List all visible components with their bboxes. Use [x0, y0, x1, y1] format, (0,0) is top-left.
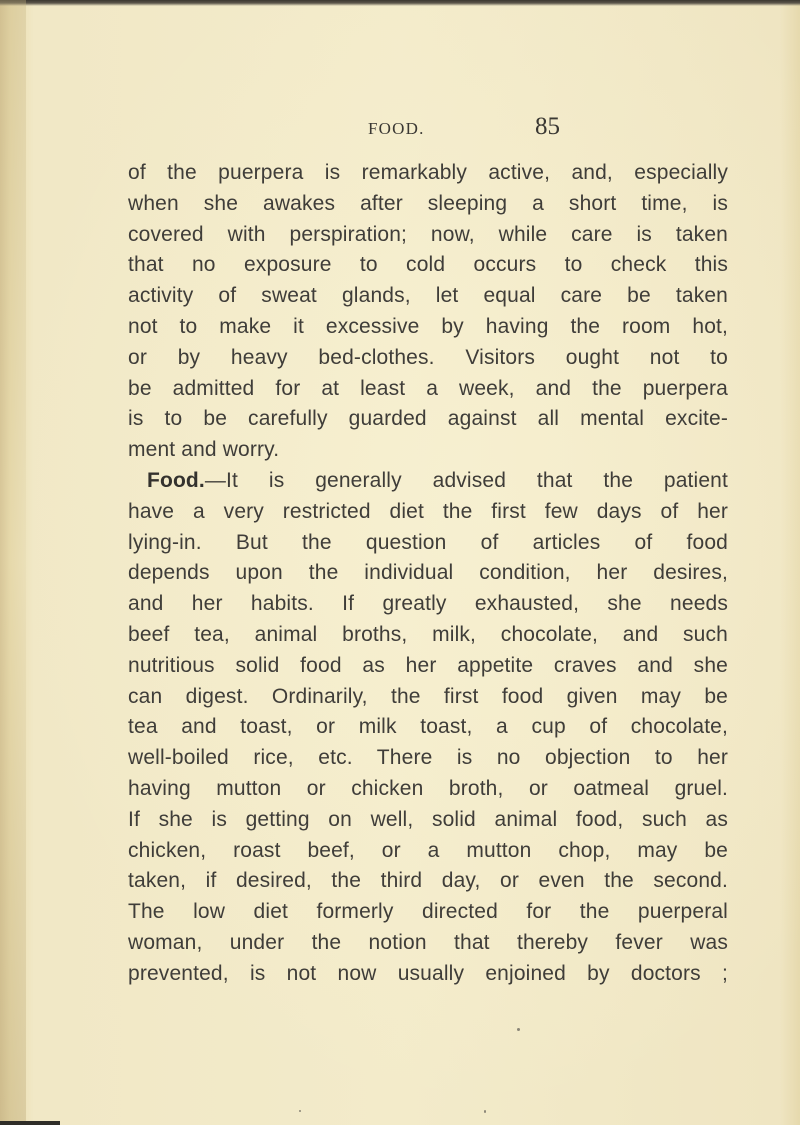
text-line: taken, if desired, the third day, or even the second. — [128, 869, 728, 893]
page-top-edge — [0, 0, 800, 6]
text-line: have a very restricted diet the first few days of her — [128, 499, 728, 523]
text-line: activity of sweat glands, let equal care be taken — [128, 284, 728, 308]
running-title: FOOD. — [368, 119, 425, 138]
running-header — [0, 113, 800, 143]
text-line: tea and toast, or milk toast, a cup of chocolate, — [128, 715, 728, 739]
text-line: that no exposure to cold occurs to check this — [128, 253, 728, 277]
text-line: can digest. Ordinarily, the first food given may be — [128, 684, 728, 708]
paper-speck — [517, 1028, 520, 1031]
text-run: —It is generally advised that the patient — [204, 468, 728, 492]
text-line: having mutton or chicken broth, or oatmeal gruel. — [128, 776, 728, 800]
text-line: is to be carefully guarded against all mental excite- — [128, 407, 728, 431]
paper-speck — [484, 1110, 486, 1113]
text-line: The low diet formerly directed for the puerperal — [128, 900, 728, 924]
text-line: or by heavy bed-clothes. Visitors ought not to — [128, 345, 728, 369]
text-line: be admitted for at least a week, and the puerpera — [128, 376, 728, 400]
body-text — [128, 158, 728, 990]
text-line: when she awakes after sleeping a short time, is — [128, 191, 728, 215]
text-line: beef tea, animal broths, milk, chocolate, and such — [128, 622, 728, 646]
text-line: chicken, roast beef, or a mutton chop, may be — [128, 838, 728, 862]
text-line: and her habits. If greatly exhausted, she needs — [128, 592, 728, 616]
text-line: of the puerpera is remarkably active, and, especially — [128, 161, 728, 184]
text-line: lying-in. But the question of articles of food — [128, 530, 728, 554]
page-corner-mark — [0, 1121, 60, 1125]
text-line: depends upon the individual condition, her desires, — [128, 561, 728, 585]
section-heading: Food. — [147, 468, 205, 492]
section-first-line — [128, 466, 728, 497]
text-line: not to make it excessive by having the room hot, — [128, 314, 728, 338]
text-line: prevented, is not now usually enjoined by doctors ; — [128, 961, 728, 985]
text-line: nutritious solid food as her appetite craves and she — [128, 653, 728, 677]
text-line: covered with perspiration; now, while care is taken — [128, 222, 728, 246]
page-number: 85 — [535, 113, 560, 140]
text-line: If she is getting on well, solid animal food, such as — [128, 807, 728, 831]
paper-speck — [299, 1110, 301, 1112]
text-line: ment and worry. — [128, 438, 280, 462]
page-binding-shadow — [0, 0, 26, 1125]
text-line: well-boiled rice, etc. There is no objection to her — [128, 746, 728, 770]
text-line: woman, under the notion that thereby fever was — [128, 930, 728, 954]
